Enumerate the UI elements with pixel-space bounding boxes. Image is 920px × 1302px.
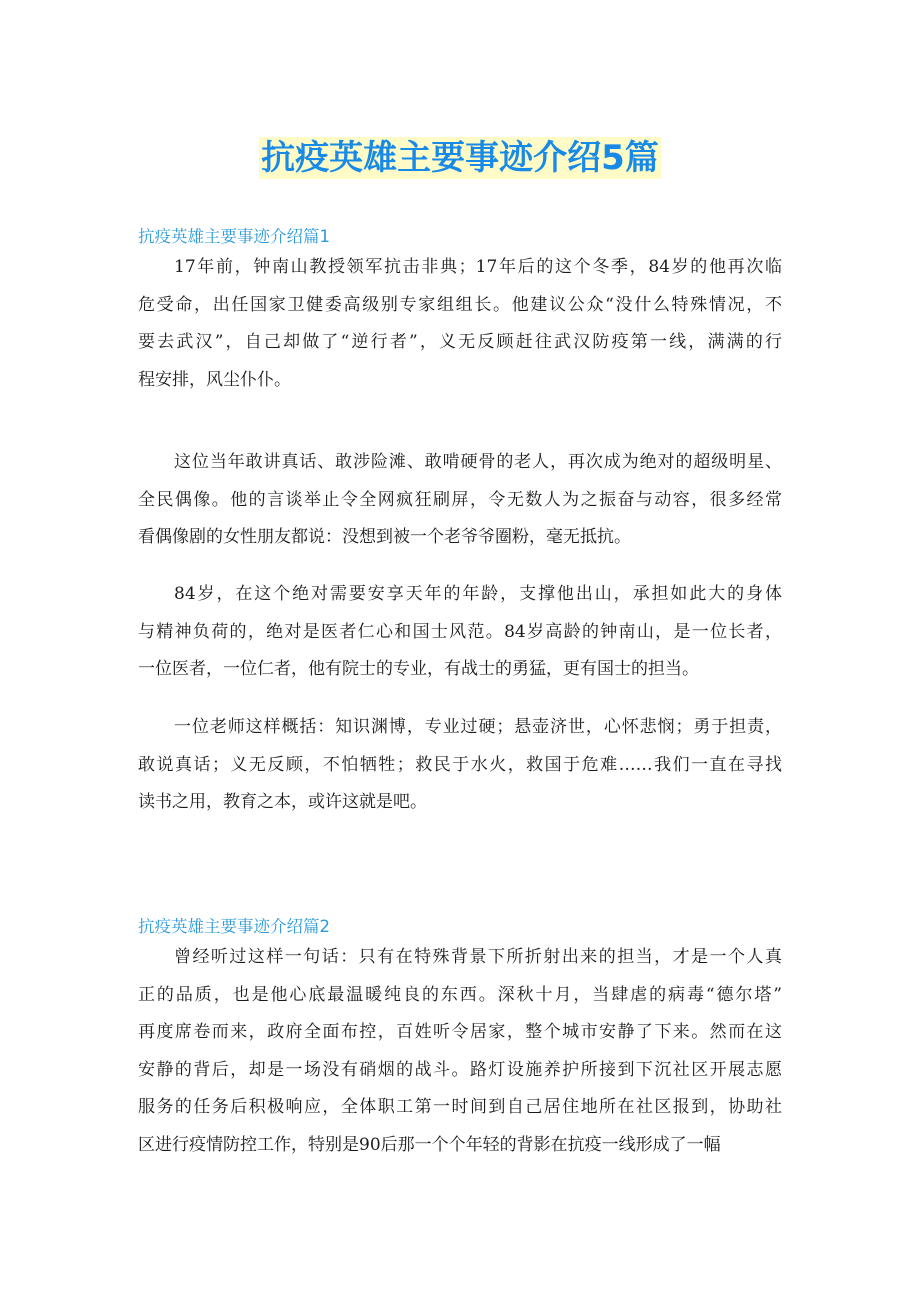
- text-line: 服务的任务后积极响应，全体职工第一时间到自己居住地所在社区报到，协助社: [138, 1097, 782, 1117]
- text-line: 区进行疫情防控工作，特别是90后那一个个年轻的背影在抗疫一线形成了一幅: [138, 1134, 721, 1155]
- text-line: 要去武汉”，自己却做了“逆行者”，义无反顾赶往武汉防疫第一线，满满的行: [138, 332, 782, 352]
- title-wrap: [0, 137, 920, 179]
- text-line: 一位老师这样概括：知识渊博，专业过硬；悬壶济世，心怀悲悯；勇于担责，: [174, 717, 782, 737]
- text-line: 全民偶像。他的言谈举止令全网疯狂刷屏，令无数人为之振奋与动容，很多经常: [138, 489, 782, 510]
- text-line: 看偶像剧的女性朋友都说：没想到被一个老爷爷圈粉，毫无抵抗。: [138, 527, 631, 547]
- text-line: 再度席卷而来，政府全面布控，百姓听令居家，整个城市安静了下来。然而在这: [138, 1022, 782, 1042]
- paragraph: [138, 709, 782, 822]
- text-line: 17年前，钟南山教授领军抗击非典；17年后的这个冬季，84岁的他再次临: [174, 257, 782, 277]
- text-line: 敢说真话；义无反顾，不怕牺牲；救民于水火，救国于危难……我们一直在寻找: [138, 754, 782, 775]
- document-title: 抗疫英雄主要事迹介绍5篇: [261, 138, 659, 178]
- text-line: 84岁，在这个绝对需要安享天年的年龄，支撑他出山，承担如此大的身体: [174, 584, 782, 604]
- paragraph: [138, 249, 782, 399]
- text-line: 危受命，出任国家卫健委高级别专家组组长。他建议公众“没什么特殊情况，不: [138, 294, 782, 315]
- text-line: 与精神负荷的，绝对是医者仁心和国士风范。84岁高龄的钟南山，是一位长者，: [138, 621, 782, 642]
- text-line: 程安排，风尘仆仆。: [138, 369, 291, 390]
- text-line: 读书之用，教育之本，或许这就是吧。: [138, 792, 427, 812]
- paragraph: [138, 444, 782, 557]
- section-heading-2: 抗疫英雄主要事迹介绍篇2: [138, 917, 330, 936]
- text-line: 安静的背后，却是一场没有硝烟的战斗。路灯设施养护所接到下沉社区开展志愿: [138, 1059, 782, 1080]
- paragraph: [138, 939, 782, 1164]
- section-heading-1: 抗疫英雄主要事迹介绍篇1: [138, 227, 330, 246]
- paragraph: [138, 576, 782, 689]
- text-line: 曾经听过这样一句话：只有在特殊背景下所折射出来的担当，才是一个人真: [174, 947, 782, 967]
- text-line: 一位医者，一位仁者，他有院士的专业，有战士的勇猛，更有国士的担当。: [138, 659, 699, 679]
- text-line: 这位当年敢讲真话、敢涉险滩、敢啃硬骨的老人，再次成为绝对的超级明星、: [174, 452, 782, 472]
- text-line: 正的品质，也是他心底最温暖纯良的东西。深秋十月，当肆虐的病毒“德尔塔”: [138, 984, 782, 1005]
